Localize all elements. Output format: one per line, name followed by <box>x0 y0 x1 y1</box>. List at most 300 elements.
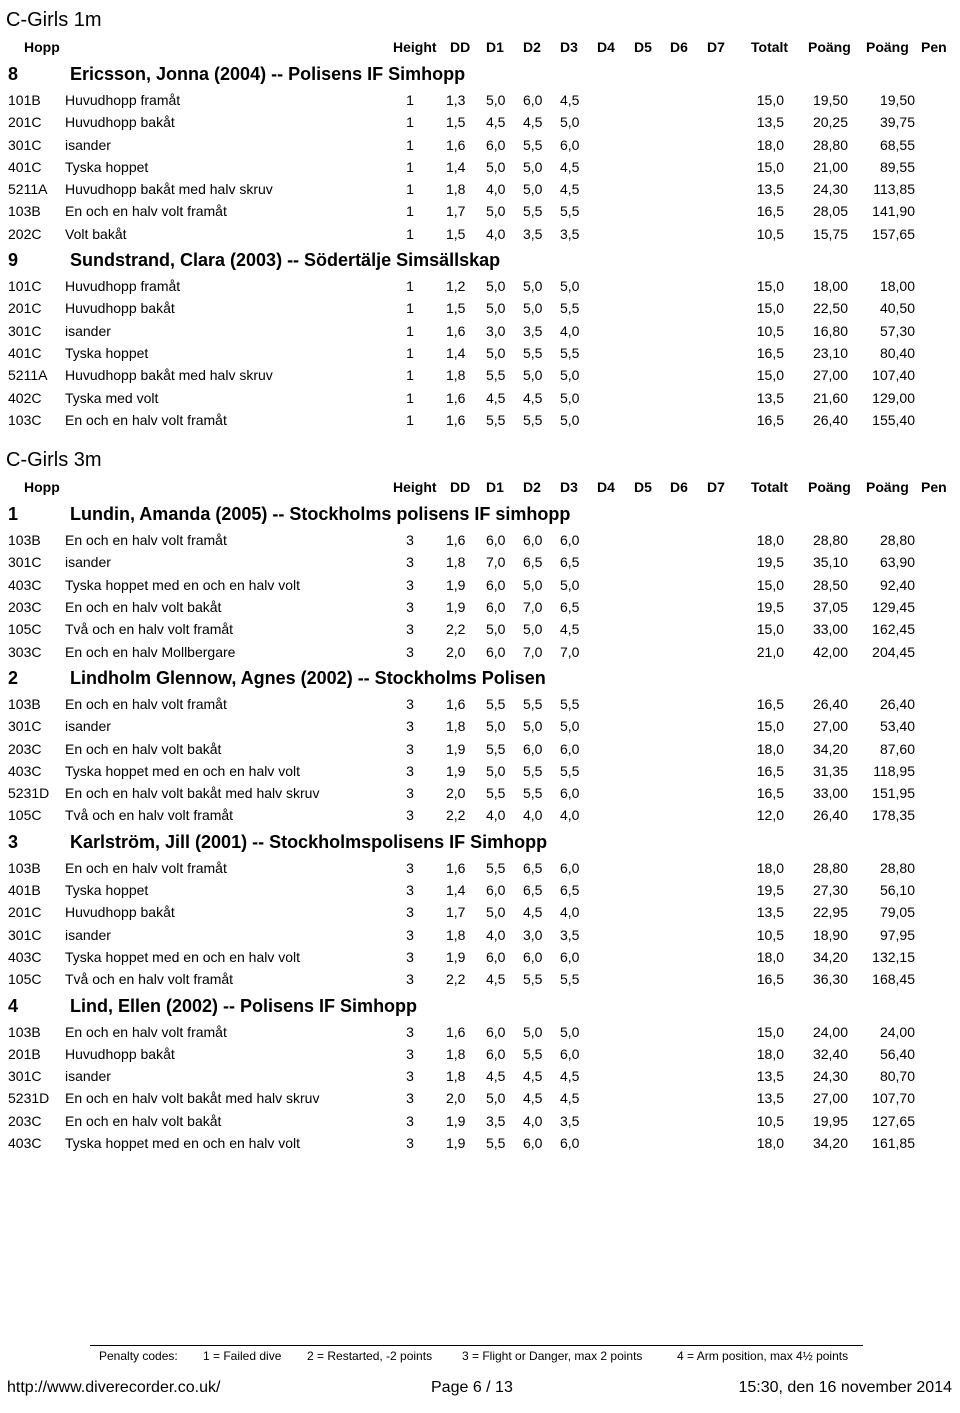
judge-3-score: 7,0 <box>560 643 580 660</box>
dive-height: 3 <box>406 718 414 735</box>
footer-divider <box>90 1345 863 1346</box>
dive-total: 15,0 <box>756 621 784 638</box>
dive-name: Huvudhopp framåt <box>65 278 181 295</box>
dive-code: 103B <box>8 532 41 549</box>
dive-difficulty: 1,9 <box>446 1112 466 1129</box>
dive-name: Tyska hoppet <box>65 344 149 361</box>
penalty-label: Penalty codes: <box>99 1349 178 1363</box>
cumulative-points: 19,50 <box>879 92 915 108</box>
dive-difficulty: 1,8 <box>446 181 466 198</box>
section-title: C-Girls 3m <box>6 449 102 472</box>
dive-name: Huvudhopp bakåt <box>65 904 175 921</box>
judge-1-score: 4,5 <box>486 971 506 988</box>
dive-row <box>0 157 960 179</box>
judge-2-score: 5,5 <box>523 203 543 220</box>
column-header-total: Totalt <box>751 39 789 55</box>
dive-height: 1 <box>406 158 414 175</box>
column-header-poang1: Poäng <box>808 39 851 55</box>
dive-total: 16,5 <box>756 785 784 802</box>
cumulative-points: 87,60 <box>879 740 915 757</box>
athlete-name: Karlström, Jill (2001) -- Stockholmspolisens IF Simhopp <box>70 831 548 852</box>
judge-2-score: 3,0 <box>523 926 543 943</box>
dive-row <box>0 530 960 552</box>
cumulative-points: 141,90 <box>872 203 915 220</box>
athlete-header <box>0 992 960 1022</box>
judge-1-score: 5,0 <box>486 1090 506 1107</box>
judge-3-score: 6,0 <box>560 1134 580 1151</box>
dive-points: 34,20 <box>812 948 848 965</box>
dive-points: 18,90 <box>812 926 848 943</box>
cumulative-points: 157,65 <box>872 225 915 242</box>
dive-total: 16,5 <box>756 971 784 988</box>
dive-row <box>0 880 960 902</box>
judge-2-score: 5,5 <box>523 695 543 712</box>
judge-2-score: 5,0 <box>523 576 543 593</box>
dive-name: Tyska hoppet <box>65 882 149 899</box>
cumulative-points: 28,80 <box>879 532 915 549</box>
judge-2-score: 6,5 <box>523 554 543 571</box>
column-header-d4: D4 <box>597 479 615 496</box>
dive-name: isander <box>65 322 111 339</box>
dive-total: 16,5 <box>756 695 784 712</box>
dive-code: 5231D <box>8 785 50 802</box>
athlete-name: Lindholm Glennow, Agnes (2002) -- Stockholms Polisen <box>70 667 546 688</box>
athlete-place: 3 <box>8 831 19 852</box>
dive-total: 10,5 <box>756 225 784 242</box>
dive-difficulty: 1,9 <box>446 948 466 965</box>
dive-total: 16,5 <box>756 344 784 361</box>
dive-difficulty: 2,2 <box>446 807 466 824</box>
dive-name: isander <box>65 1068 111 1085</box>
dive-difficulty: 1,7 <box>446 904 466 921</box>
column-header-d4: D4 <box>597 39 615 55</box>
dive-points: 22,95 <box>812 904 848 921</box>
cumulative-points: 129,45 <box>872 599 915 616</box>
cumulative-points: 204,45 <box>872 643 915 660</box>
dive-row <box>0 761 960 783</box>
dive-points: 27,00 <box>812 367 848 384</box>
judge-2-score: 5,5 <box>523 785 543 802</box>
dive-points: 27,00 <box>812 718 848 735</box>
dive-difficulty: 1,9 <box>446 599 466 616</box>
cumulative-points: 162,45 <box>872 621 915 638</box>
dive-total: 19,5 <box>756 554 784 571</box>
dive-difficulty: 1,9 <box>446 576 466 593</box>
dive-total: 18,0 <box>756 948 784 965</box>
dive-difficulty: 1,7 <box>446 203 466 220</box>
dive-height: 3 <box>406 643 414 660</box>
judge-1-score: 5,0 <box>486 92 506 108</box>
judge-1-score: 5,5 <box>486 740 506 757</box>
athlete-name: Lundin, Amanda (2005) -- Stockholms polisens IF simhopp <box>70 504 571 525</box>
dive-code: 201C <box>8 300 42 317</box>
judge-1-score: 5,0 <box>486 278 506 295</box>
cumulative-points: 107,70 <box>872 1090 915 1107</box>
athlete-block <box>0 664 960 828</box>
dive-difficulty: 2,0 <box>446 643 466 660</box>
dive-code: 5231D <box>8 1090 50 1107</box>
dive-height: 1 <box>406 389 414 406</box>
column-header-dd: DD <box>450 39 471 55</box>
dive-total: 18,0 <box>756 859 784 876</box>
dive-row <box>0 112 960 134</box>
dive-height: 3 <box>406 904 414 921</box>
judge-3-score: 5,0 <box>560 367 580 384</box>
judge-2-score: 5,0 <box>523 278 543 295</box>
judge-3-score: 5,5 <box>560 971 580 988</box>
column-header-total: Totalt <box>751 479 789 496</box>
judge-3-score: 6,0 <box>560 136 580 153</box>
dive-difficulty: 2,0 <box>446 785 466 802</box>
judge-1-score: 6,0 <box>486 1045 506 1062</box>
dive-points: 28,05 <box>812 203 848 220</box>
dive-height: 3 <box>406 621 414 638</box>
judge-2-score: 5,0 <box>523 621 543 638</box>
dive-points: 27,00 <box>812 1090 848 1107</box>
dive-points: 32,40 <box>812 1045 848 1062</box>
dive-total: 13,5 <box>756 1068 784 1085</box>
cumulative-points: 68,55 <box>879 136 915 153</box>
dive-height: 3 <box>406 785 414 802</box>
dive-name: En och en halv volt framåt <box>65 1023 227 1040</box>
dive-total: 21,0 <box>756 643 784 660</box>
dive-row <box>0 925 960 947</box>
dive-difficulty: 1,9 <box>446 740 466 757</box>
dive-name: En och en halv volt framåt <box>65 859 227 876</box>
judge-3-score: 6,0 <box>560 948 580 965</box>
dive-row <box>0 902 960 924</box>
dive-total: 15,0 <box>756 300 784 317</box>
judge-2-score: 6,0 <box>523 740 543 757</box>
judge-3-score: 6,5 <box>560 599 580 616</box>
judge-2-score: 4,0 <box>523 807 543 824</box>
dive-code: 103B <box>8 203 41 220</box>
dive-height: 3 <box>406 762 414 779</box>
judge-1-score: 6,0 <box>486 882 506 899</box>
dive-height: 3 <box>406 1090 414 1107</box>
judge-1-score: 6,0 <box>486 599 506 616</box>
judge-2-score: 6,5 <box>523 882 543 899</box>
cumulative-points: 129,00 <box>872 389 915 406</box>
athlete-block <box>0 992 960 1156</box>
dive-row <box>0 969 960 991</box>
dive-code: 401B <box>8 882 41 899</box>
judge-3-score: 3,5 <box>560 225 580 242</box>
dive-code: 103C <box>8 411 42 428</box>
judge-1-score: 5,5 <box>486 695 506 712</box>
judge-3-score: 4,5 <box>560 621 580 638</box>
dive-height: 1 <box>406 181 414 198</box>
dive-total: 15,0 <box>756 718 784 735</box>
cumulative-points: 132,15 <box>872 948 915 965</box>
dive-row <box>0 343 960 365</box>
judge-1-score: 5,5 <box>486 367 506 384</box>
dive-difficulty: 1,5 <box>446 225 466 242</box>
dive-height: 1 <box>406 322 414 339</box>
judge-1-score: 5,0 <box>486 344 506 361</box>
judge-1-score: 5,5 <box>486 859 506 876</box>
dive-total: 18,0 <box>756 532 784 549</box>
dive-difficulty: 1,4 <box>446 158 466 175</box>
dive-total: 19,5 <box>756 882 784 899</box>
dive-code: 103B <box>8 859 41 876</box>
dive-difficulty: 1,9 <box>446 1134 466 1151</box>
dive-row <box>0 739 960 761</box>
dive-total: 15,0 <box>756 92 784 108</box>
dive-difficulty: 1,8 <box>446 554 466 571</box>
dive-total: 13,5 <box>756 1090 784 1107</box>
penalty-code-1: 1 = Failed dive <box>203 1349 282 1363</box>
judge-2-score: 6,0 <box>523 1134 543 1151</box>
judge-3-score: 5,0 <box>560 576 580 593</box>
dive-points: 26,40 <box>812 695 848 712</box>
dive-height: 3 <box>406 971 414 988</box>
judge-1-score: 7,0 <box>486 554 506 571</box>
cumulative-points: 97,95 <box>879 926 915 943</box>
dive-points: 33,00 <box>812 621 848 638</box>
cumulative-points: 80,70 <box>879 1068 915 1085</box>
dive-row <box>0 575 960 597</box>
dive-name: isander <box>65 926 111 943</box>
dive-difficulty: 1,6 <box>446 136 466 153</box>
dive-code: 301C <box>8 1068 42 1085</box>
dive-code: 401C <box>8 344 42 361</box>
dive-name: Två och en halv volt framåt <box>65 621 234 638</box>
dive-total: 13,5 <box>756 389 784 406</box>
cumulative-points: 178,35 <box>872 807 915 824</box>
penalty-code-3: 3 = Flight or Danger, max 2 points <box>462 1349 643 1363</box>
dive-height: 1 <box>406 344 414 361</box>
dive-points: 27,30 <box>812 882 848 899</box>
dive-height: 3 <box>406 740 414 757</box>
footer-url-link[interactable]: http://www.diverecorder.co.uk/ <box>7 1379 221 1396</box>
dive-difficulty: 1,4 <box>446 882 466 899</box>
column-header-d2: D2 <box>523 479 541 496</box>
cumulative-points: 155,40 <box>872 411 915 428</box>
judge-3-score: 4,5 <box>560 1090 580 1107</box>
dive-height: 3 <box>406 1068 414 1085</box>
dive-code: 105C <box>8 971 42 988</box>
cumulative-points: 53,40 <box>879 718 915 735</box>
judge-1-score: 5,0 <box>486 621 506 638</box>
dive-row <box>0 1133 960 1155</box>
dive-points: 22,50 <box>812 300 848 317</box>
column-header-poang1: Poäng <box>808 479 851 496</box>
dive-points: 24,00 <box>812 1023 848 1040</box>
dive-name: Huvudhopp bakåt <box>65 1045 175 1062</box>
dive-row <box>0 179 960 201</box>
dive-difficulty: 2,2 <box>446 971 466 988</box>
dive-height: 3 <box>406 807 414 824</box>
dive-total: 10,5 <box>756 1112 784 1129</box>
results-section <box>0 0 960 432</box>
dive-row <box>0 1022 960 1044</box>
dive-difficulty: 1,6 <box>446 859 466 876</box>
column-header-pen: Pen <box>921 39 947 55</box>
dive-row <box>0 642 960 664</box>
dive-code: 5211A <box>8 367 48 384</box>
dive-difficulty: 1,8 <box>446 718 466 735</box>
dive-code: 101C <box>8 278 42 295</box>
dive-name: En och en halv volt bakåt med halv skruv <box>65 785 320 802</box>
dive-code: 101B <box>8 92 41 108</box>
judge-1-score: 6,0 <box>486 576 506 593</box>
judge-3-score: 3,5 <box>560 1112 580 1129</box>
penalty-code-4: 4 = Arm position, max 4½ points <box>677 1349 849 1363</box>
judge-3-score: 6,0 <box>560 1045 580 1062</box>
dive-points: 23,10 <box>812 344 848 361</box>
judge-2-score: 4,5 <box>523 1090 543 1107</box>
column-header-height: Height <box>393 479 437 496</box>
footer-page-number: Page 6 / 13 <box>431 1379 513 1396</box>
judge-3-score: 4,0 <box>560 322 580 339</box>
dive-row <box>0 805 960 827</box>
dive-height: 3 <box>406 882 414 899</box>
dive-row <box>0 410 960 432</box>
dive-row <box>0 321 960 343</box>
dive-points: 28,80 <box>812 532 848 549</box>
dive-difficulty: 1,5 <box>446 114 466 131</box>
dive-code: 103B <box>8 695 41 712</box>
judge-2-score: 4,5 <box>523 114 543 131</box>
dive-name: Tyska hoppet med en och en halv volt <box>65 762 301 779</box>
judge-2-score: 3,5 <box>523 225 543 242</box>
dive-total: 15,0 <box>756 1023 784 1040</box>
judge-2-score: 6,0 <box>523 92 543 108</box>
judge-3-score: 4,5 <box>560 92 580 108</box>
athlete-block <box>0 246 960 432</box>
dive-name: Tyska hoppet med en och en halv volt <box>65 576 301 593</box>
judge-3-score: 5,5 <box>560 762 580 779</box>
athlete-header <box>0 828 960 858</box>
judge-3-score: 5,0 <box>560 278 580 295</box>
dive-total: 10,5 <box>756 926 784 943</box>
dive-difficulty: 1,2 <box>446 278 466 295</box>
judge-2-score: 4,5 <box>523 1068 543 1085</box>
judge-3-score: 5,5 <box>560 344 580 361</box>
dive-code: 103B <box>8 1023 41 1040</box>
judge-2-score: 3,5 <box>523 322 543 339</box>
dive-points: 24,30 <box>812 1068 848 1085</box>
column-header-d5: D5 <box>634 39 652 55</box>
dive-total: 13,5 <box>756 181 784 198</box>
dive-points: 42,00 <box>812 643 848 660</box>
dive-name: Tyska med volt <box>65 389 159 406</box>
dive-height: 3 <box>406 926 414 943</box>
dive-points: 35,10 <box>812 554 848 571</box>
dive-code: 203C <box>8 1112 42 1129</box>
dive-name: isander <box>65 718 111 735</box>
dive-code: 201C <box>8 904 42 921</box>
dive-name: En och en halv volt framåt <box>65 203 227 220</box>
dive-row <box>0 947 960 969</box>
dive-total: 13,5 <box>756 904 784 921</box>
judge-2-score: 5,0 <box>523 367 543 384</box>
judge-2-score: 7,0 <box>523 599 543 616</box>
dive-difficulty: 1,4 <box>446 344 466 361</box>
penalty-code-2: 2 = Restarted, -2 points <box>307 1349 433 1363</box>
dive-total: 16,5 <box>756 762 784 779</box>
dive-row <box>0 298 960 320</box>
dive-row <box>0 619 960 641</box>
cumulative-points: 28,80 <box>879 859 915 876</box>
column-header-poang2: Poäng <box>866 479 909 496</box>
dive-points: 34,20 <box>812 740 848 757</box>
dive-row <box>0 1088 960 1110</box>
dive-code: 403C <box>8 576 42 593</box>
dive-code: 201C <box>8 114 42 131</box>
judge-3-score: 4,5 <box>560 158 580 175</box>
dive-height: 1 <box>406 411 414 428</box>
judge-3-score: 4,0 <box>560 904 580 921</box>
judge-1-score: 5,5 <box>486 785 506 802</box>
cumulative-points: 113,85 <box>873 181 915 198</box>
judge-1-score: 4,5 <box>486 389 506 406</box>
dive-points: 19,95 <box>812 1112 848 1129</box>
dive-points: 36,30 <box>812 971 848 988</box>
dive-code: 401C <box>8 158 42 175</box>
dive-points: 26,40 <box>812 807 848 824</box>
column-header-dd: DD <box>450 479 471 496</box>
judge-2-score: 4,5 <box>523 389 543 406</box>
judge-2-score: 5,5 <box>523 762 543 779</box>
column-header-d6: D6 <box>670 479 688 496</box>
athlete-name: Sundstrand, Clara (2003) -- Södertälje Simsällskap <box>70 250 501 271</box>
section-title: C-Girls 1m <box>6 9 102 31</box>
judge-2-score: 5,0 <box>523 300 543 317</box>
dive-total: 15,0 <box>756 158 784 175</box>
dive-difficulty: 1,6 <box>446 695 466 712</box>
judge-1-score: 5,0 <box>486 718 506 735</box>
dive-total: 19,5 <box>756 599 784 616</box>
judge-3-score: 6,5 <box>560 554 580 571</box>
dive-row <box>0 90 960 112</box>
athlete-place: 4 <box>8 995 19 1016</box>
dive-height: 1 <box>406 114 414 131</box>
column-header-d3: D3 <box>560 479 578 496</box>
athlete-place: 9 <box>8 250 19 271</box>
judge-3-score: 6,5 <box>560 882 580 899</box>
dive-code: 301C <box>8 136 42 153</box>
judge-3-score: 3,5 <box>560 926 580 943</box>
column-header-d1: D1 <box>486 39 504 55</box>
dive-height: 3 <box>406 1134 414 1151</box>
dive-difficulty: 1,6 <box>446 1023 466 1040</box>
dive-points: 21,00 <box>812 158 848 175</box>
dive-row <box>0 694 960 716</box>
judge-2-score: 6,0 <box>523 948 543 965</box>
dive-height: 3 <box>406 1023 414 1040</box>
dive-height: 1 <box>406 300 414 317</box>
judge-1-score: 4,0 <box>486 807 506 824</box>
dive-row <box>0 1066 960 1088</box>
cumulative-points: 79,05 <box>879 904 915 921</box>
judge-2-score: 4,0 <box>523 1112 543 1129</box>
dive-height: 3 <box>406 532 414 549</box>
athlete-place: 1 <box>8 504 19 525</box>
judge-3-score: 5,0 <box>560 1023 580 1040</box>
cumulative-points: 92,40 <box>879 576 915 593</box>
dive-code: 105C <box>8 621 42 638</box>
dive-name: isander <box>65 136 111 153</box>
column-header-d7: D7 <box>707 479 725 496</box>
dive-row <box>0 365 960 387</box>
cumulative-points: 89,55 <box>879 158 915 175</box>
dive-name: En och en halv volt bakåt <box>65 740 222 757</box>
judge-3-score: 5,5 <box>560 695 580 712</box>
dive-total: 16,5 <box>756 411 784 428</box>
dive-name: En och en halv volt framåt <box>65 411 227 428</box>
